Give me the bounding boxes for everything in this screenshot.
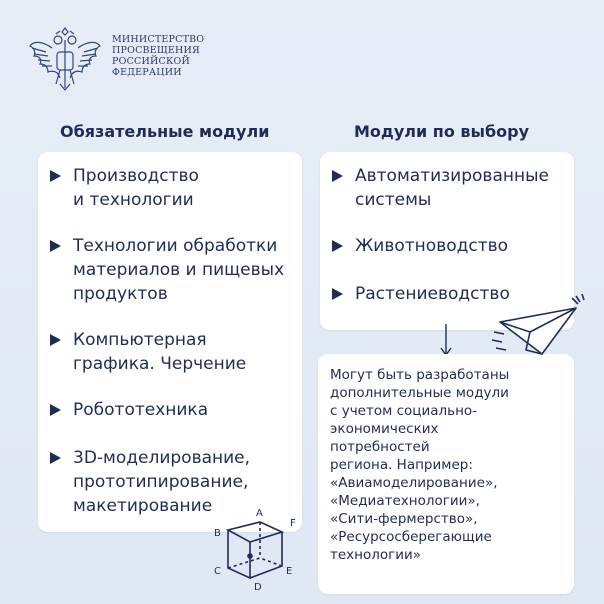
cube-icon bbox=[210, 500, 300, 590]
bullet-triangle-icon bbox=[50, 334, 61, 346]
arrow-down-icon bbox=[436, 322, 456, 358]
list-item-line: продуктов bbox=[73, 284, 168, 304]
elective-modules-title: Модули по выбору bbox=[354, 122, 530, 141]
list-item bbox=[332, 282, 510, 306]
note-line: экономических bbox=[330, 421, 439, 437]
cube-label: C bbox=[214, 566, 221, 577]
cube-label: E bbox=[286, 566, 293, 577]
list-item-line: Автоматизированные bbox=[355, 166, 549, 186]
list-item-line: Технологии обработки bbox=[73, 236, 278, 256]
paper-plane-icon bbox=[490, 292, 594, 368]
note-line: потребностей bbox=[330, 439, 430, 455]
list-item bbox=[332, 164, 549, 212]
list-item bbox=[50, 234, 284, 306]
bullet-triangle-icon bbox=[50, 404, 61, 416]
list-item-line: графика. Черчение bbox=[73, 354, 247, 374]
ministry-name-line: ФЕДЕРАЦИИ bbox=[112, 67, 182, 78]
note-line: дополнительные модули bbox=[330, 385, 509, 401]
note-line: «Сити-фермерство», bbox=[330, 511, 478, 527]
note-line: «Авиамоделирование», bbox=[330, 475, 498, 491]
bullet-triangle-icon bbox=[332, 288, 343, 300]
list-item-line: прототипирование, bbox=[73, 472, 249, 492]
list-item-line: Компьютерная bbox=[73, 330, 207, 350]
note-line: региона. Например: bbox=[330, 457, 473, 473]
bullet-triangle-icon bbox=[50, 170, 61, 182]
ministry-name bbox=[112, 34, 204, 78]
list-item-line: Растениеводство bbox=[355, 284, 510, 304]
cube-label: B bbox=[214, 528, 221, 539]
list-item bbox=[50, 328, 246, 376]
note-line: с учетом социально- bbox=[330, 403, 478, 419]
cube-label: A bbox=[256, 508, 263, 519]
list-item-line: Животноводство bbox=[355, 236, 509, 256]
list-item-line: 3D-моделирование, bbox=[73, 448, 251, 468]
mandatory-modules-title: Обязательные модули bbox=[60, 122, 270, 141]
ministry-name-line: РОССИЙСКОЙ bbox=[112, 56, 190, 67]
note-line: «Медиатехнологии», bbox=[330, 493, 480, 509]
bullet-triangle-icon bbox=[50, 240, 61, 252]
note-line: технологии» bbox=[330, 547, 422, 563]
ministry-name-line: ПРОСВЕЩЕНИЯ bbox=[112, 45, 200, 56]
cube-label: F bbox=[290, 518, 296, 529]
list-item-line: материалов и пищевых bbox=[73, 260, 285, 280]
bullet-triangle-icon bbox=[332, 170, 343, 182]
list-item bbox=[50, 398, 208, 422]
list-item bbox=[332, 234, 508, 258]
list-item-line: Производство bbox=[73, 166, 199, 186]
note-line: «Ресурсосберегающие bbox=[330, 529, 492, 545]
ministry-name-line: МИНИСТЕРСТВО bbox=[112, 34, 205, 45]
ministry-emblem-icon bbox=[26, 26, 104, 94]
list-item-line: Робототехника bbox=[73, 400, 209, 420]
list-item-line: и технологии bbox=[73, 190, 194, 210]
list-item bbox=[50, 164, 199, 212]
list-item-line: макетирование bbox=[73, 496, 213, 516]
bullet-triangle-icon bbox=[332, 240, 343, 252]
additional-modules-note bbox=[318, 354, 574, 594]
list-item-line: системы bbox=[355, 190, 432, 210]
bullet-triangle-icon bbox=[50, 452, 61, 464]
note-line: Могут быть разработаны bbox=[330, 367, 510, 383]
mandatory-modules-card bbox=[38, 152, 302, 532]
cube-label: D bbox=[254, 582, 262, 590]
